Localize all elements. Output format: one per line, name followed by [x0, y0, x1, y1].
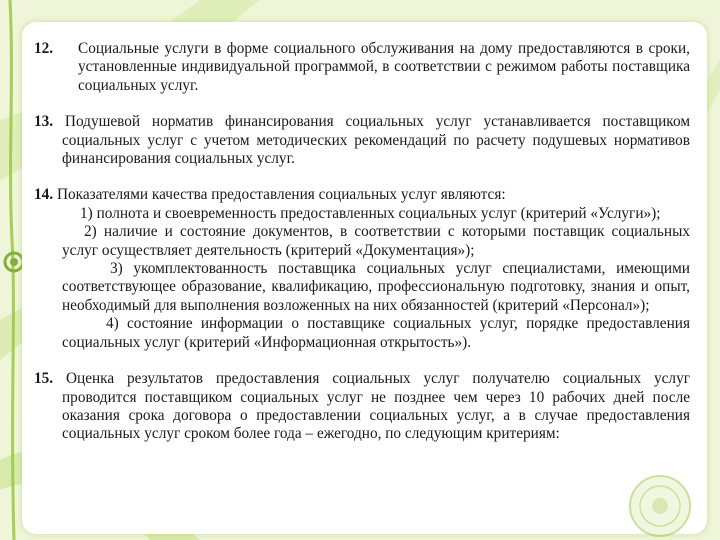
item-13 [34, 113, 690, 168]
item-number: 14. [34, 186, 54, 204]
subitem-3: 3) укомплектованность поставщика социальных услуг специалистами, имеющими соответствующее образование, квалификацию, профессиональную подготовку, знания и опыт, необходимый для выполнения возложенных на них обязанностей (критерий «Персонал»); [62, 260, 690, 314]
item-number: 13. [34, 113, 54, 131]
item-text: Показателями качества предоставления социальных услуг являются: [56, 186, 506, 204]
subitem-1: 1) полнота и своевременность предоставленных социальных услуг (критерий «Услуги»); [80, 204, 661, 222]
subitem-2: 2) наличие и состояние документов, в соответствии с которыми поставщик социальных услуг осуществляет деятельность (критерий «Документация»); [62, 223, 690, 259]
item-12 [34, 40, 690, 95]
seal-emblem [628, 474, 692, 538]
item-number: 12. [34, 40, 54, 57]
subitem-4: 4) состояние информации о поставщике социальных услуг, порядке предоставления социальных услуг (критерий «Информационная открытость»). [62, 315, 690, 351]
item-14 [34, 186, 690, 204]
item-text: Подушевой норматив финансирования социальных услуг устанавливается поставщиком социальных услуг с учетом методических рекомендаций по расчету подушевых нормативов финансирования социальных услуг. [62, 113, 690, 168]
item-text: Социальные услуги в форме социального обслуживания на дому предоставляются в сроки, установленные индивидуальной программой, в соответствии с режимом работы поставщика социальных услуг. [78, 40, 690, 94]
item-number: 15. [34, 370, 54, 388]
item-text: Оценка результатов предоставления социальных услуг получателю социальных услуг проводится поставщиком социальных услуг не позднее чем через 10 рабочих дней после оказания срока договора о предоставлении социальных услуг, а в случае предоставления социальных услуг сроком более года – ежегодно, по следующим критериям: [62, 370, 690, 443]
document-body [34, 40, 690, 444]
item-15 [34, 370, 690, 444]
